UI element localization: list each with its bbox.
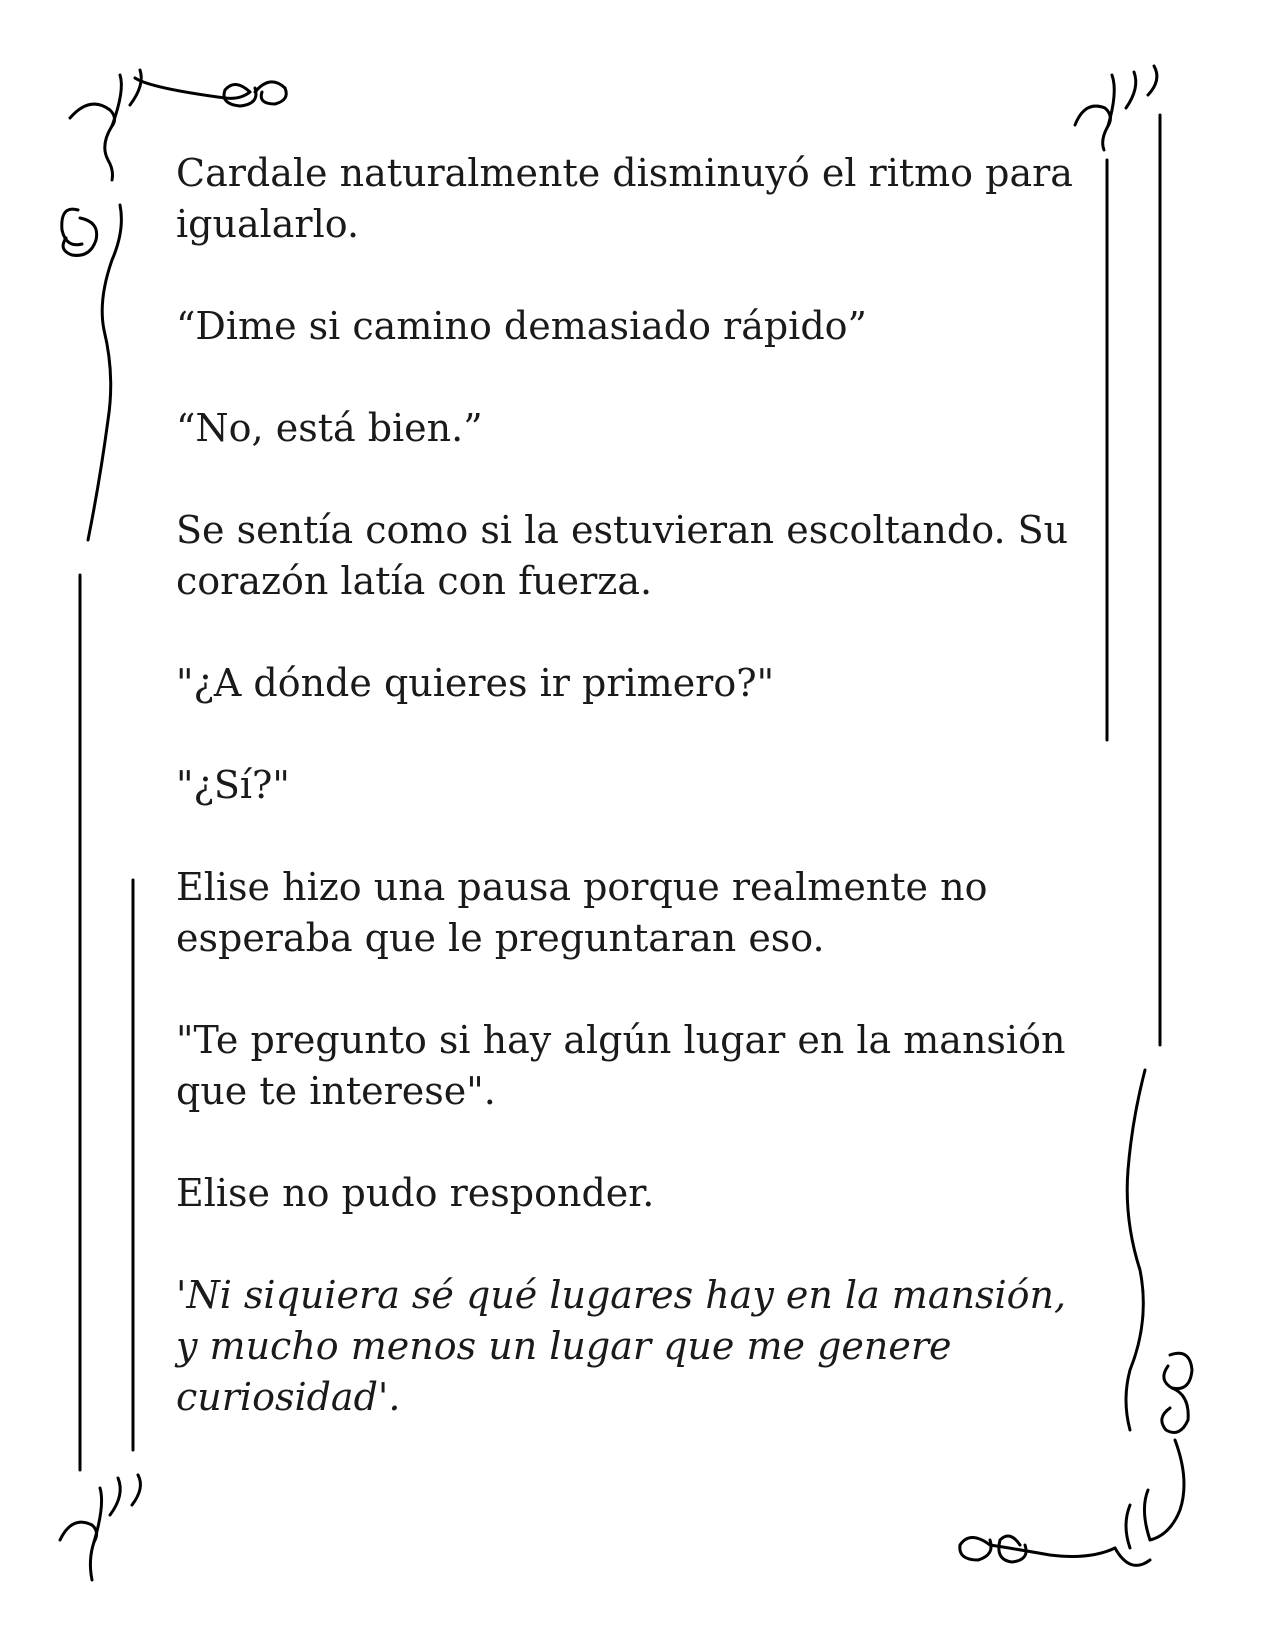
paragraph: Elise hizo una pausa porque realmente no esperaba que le preguntaran eso.: [176, 865, 988, 960]
paragraph: "¿Sí?": [176, 763, 290, 807]
paragraph: Se sentía como si la estuvieran escoltando. Su corazón latía con fuerza.: [176, 508, 1069, 603]
italic-thought-paragraph: 'Ni siquiera sé qué lugares hay en la mansión, y mucho menos un lugar que me genere curiosidad'.: [176, 1273, 1067, 1419]
top-right-flourish: [1075, 66, 1157, 150]
story-text: [176, 148, 1096, 1474]
paragraph: "¿A dónde quieres ir primero?": [176, 661, 775, 705]
paragraph: "Te pregunto si hay algún lugar en la mansión que te interese".: [176, 1018, 1066, 1113]
paragraph: “No, está bien.”: [176, 406, 483, 450]
bottom-left-flourish: [60, 1475, 140, 1580]
paragraph: “Dime si camino demasiado rápido”: [176, 304, 867, 348]
paragraph: Cardale naturalmente disminuyó el ritmo para igualarlo.: [176, 151, 1073, 246]
paragraph: Elise no pudo responder.: [176, 1171, 655, 1215]
